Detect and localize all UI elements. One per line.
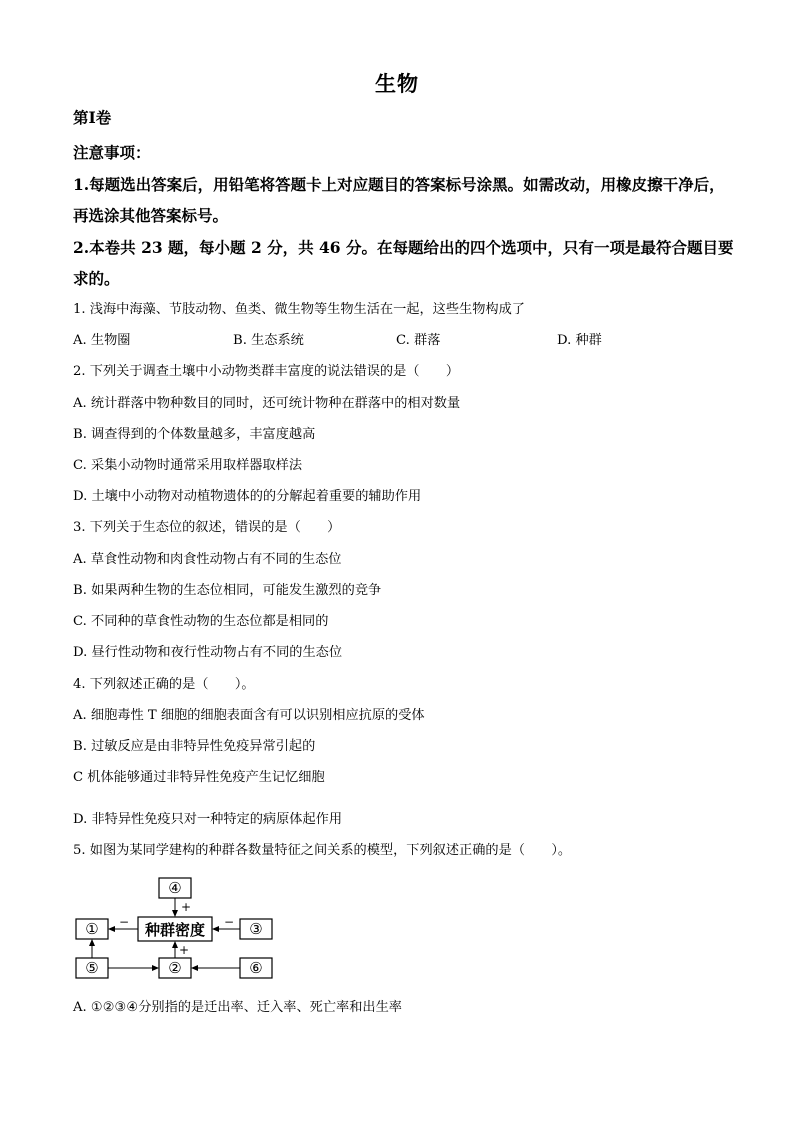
question-5-option-a: A. ①②③④分别指的是迁出率、迁入率、死亡率和出生率 [73, 1000, 402, 1015]
question-2-option-d: D. 土壤中小动物对动植物遗体的的分解起着重要的辅助作用 [73, 489, 422, 504]
node-5-label: ⑤ [85, 959, 99, 977]
notice-item-1-line-2: 再选涂其他答案标号。 [73, 206, 229, 225]
question-4-option-c: C 机体能够通过非特异性免疫产生记忆细胞 [73, 770, 325, 785]
question-4-option-d: D. 非特异性免疫只对一种特定的病原体起作用 [73, 812, 343, 827]
population-density-label: 种群密度 [144, 921, 206, 939]
question-2-option-c: C. 采集小动物时通常采用取样器取样法 [73, 458, 303, 473]
population-model-diagram [72, 874, 278, 984]
plus-sign-top: + [181, 900, 192, 914]
question-5-stem: 5. 如图为某同学建构的种群各数量特征之间关系的模型，下列叙述正确的是（ ）。 [73, 843, 572, 858]
question-3-option-c: C. 不同种的草食性动物的生态位都是相同的 [73, 614, 329, 629]
question-4-stem: 4. 下列叙述正确的是（ ）。 [73, 677, 255, 692]
node-4-label: ④ [168, 879, 182, 897]
question-1-option-a: A. 生物圈 [73, 333, 131, 348]
question-1-option-b: B. 生态系统 [233, 333, 304, 348]
question-2-option-b: B. 调查得到的个体数量越多，丰富度越高 [73, 427, 316, 442]
question-3-option-d: D. 昼行性动物和夜行性动物占有不同的生态位 [73, 645, 343, 660]
minus-sign-left: − [119, 915, 130, 929]
notice-item-2-line-2: 求的。 [73, 269, 120, 288]
notice-item-1-line-1: 1.每题选出答案后，用铅笔将答题卡上对应题目的答案标号涂黑。如需改动，用橡皮擦干净后， [73, 175, 725, 194]
question-1-stem: 1. 浅海中海藻、节肢动物、鱼类、微生物等生物生活在一起，这些生物构成了 [73, 302, 525, 317]
node-6-label: ⑥ [249, 959, 263, 977]
page-title: 生物 [375, 71, 419, 96]
question-3-option-a: A. 草食性动物和肉食性动物占有不同的生态位 [73, 552, 342, 567]
question-2-stem: 2. 下列关于调查土壤中小动物类群丰富度的说法错误的是（ ） [73, 364, 460, 379]
node-2-label: ② [168, 959, 182, 977]
minus-sign-right: − [224, 915, 235, 929]
node-1-label: ① [85, 920, 99, 938]
question-1-option-c: C. 群落 [396, 333, 441, 348]
node-3-label: ③ [249, 920, 263, 938]
volume-label: 第I卷 [73, 108, 112, 127]
question-3-stem: 3. 下列关于生态位的叙述，错误的是（ ） [73, 520, 341, 535]
plus-sign-bottom: + [179, 943, 190, 957]
question-2-option-a: A. 统计群落中物种数目的同时，还可统计物种在群落中的相对数量 [73, 396, 461, 411]
notice-heading: 注意事项： [73, 143, 151, 162]
question-1-option-d: D. 种群 [557, 333, 602, 348]
question-4-option-b: B. 过敏反应是由非特异性免疫异常引起的 [73, 739, 316, 754]
question-4-option-a: A. 细胞毒性 T 细胞的细胞表面含有可以识别相应抗原的受体 [73, 708, 425, 723]
question-3-option-b: B. 如果两种生物的生态位相同，可能发生激烈的竞争 [73, 583, 382, 598]
notice-item-2-line-1: 2.本卷共 23 题，每小题 2 分，共 46 分。在每题给出的四个选项中，只有一项是最符合题目要 [73, 238, 734, 257]
